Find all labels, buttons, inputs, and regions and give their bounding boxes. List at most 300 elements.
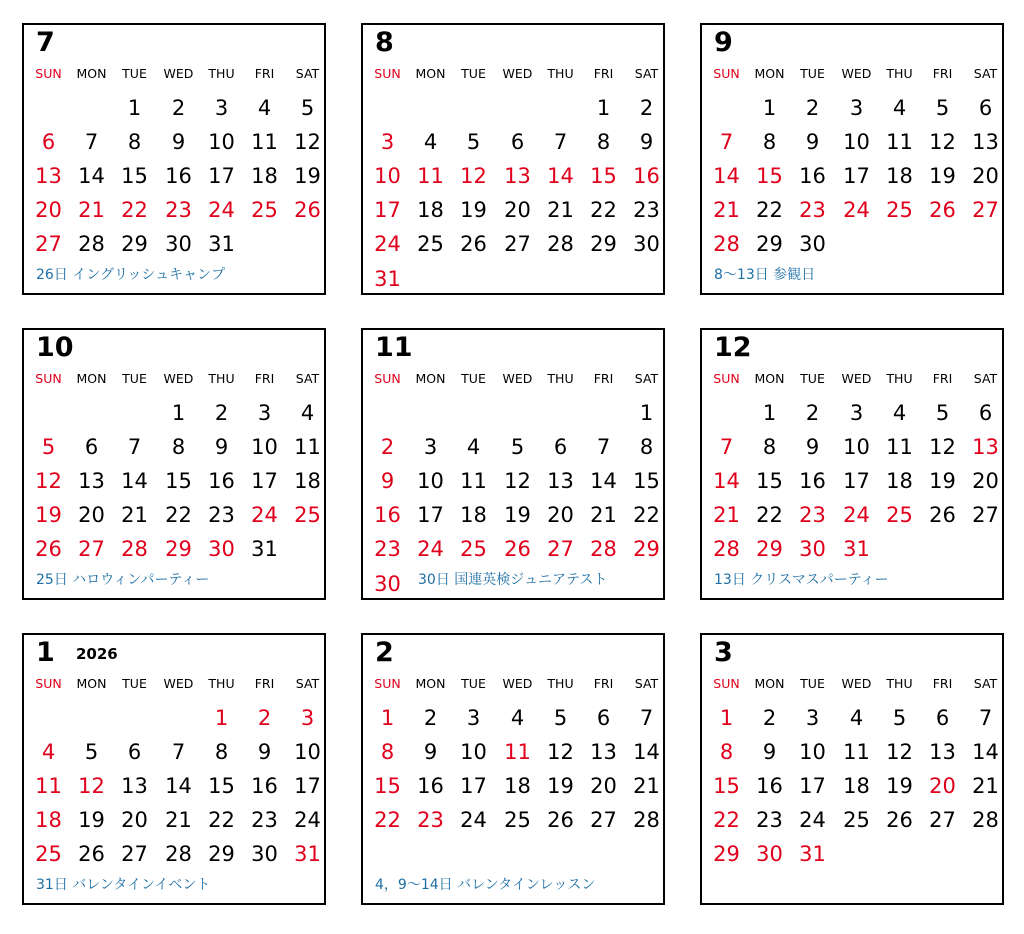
day-cell: 22 — [590, 198, 617, 222]
day-cell: 25 — [843, 808, 870, 832]
day-cell: 2 — [214, 401, 229, 425]
day-cell: 8 — [639, 435, 654, 459]
day-cell: 14 — [165, 774, 192, 798]
day-cell: 2 — [805, 96, 820, 120]
day-cell: 24 — [460, 808, 487, 832]
day-cell: 30 — [756, 842, 783, 866]
day-cell: 17 — [251, 469, 278, 493]
day-cell: 28 — [547, 232, 574, 256]
day-cell: 29 — [590, 232, 617, 256]
weekday-header-sun: SUN — [374, 371, 401, 386]
day-cell: 22 — [208, 808, 235, 832]
day-cell: 30 — [633, 232, 660, 256]
day-cell: 7 — [596, 435, 611, 459]
event-note: 30日 国連英検ジュニアテスト — [418, 572, 608, 588]
day-cell: 14 — [78, 164, 105, 188]
day-cell: 5 — [510, 435, 525, 459]
weekday-header-tue: TUE — [800, 676, 825, 691]
day-cell: 5 — [466, 130, 481, 154]
day-cell: 4 — [510, 706, 525, 730]
day-cell: 17 — [208, 164, 235, 188]
event-note: 25日 ハロウィンパーティー — [36, 572, 210, 588]
day-cell: 20 — [35, 198, 62, 222]
day-cell: 14 — [590, 469, 617, 493]
weekday-header-wed: WED — [502, 676, 533, 691]
weekday-header-fri: FRI — [254, 66, 275, 81]
day-cell: 28 — [972, 808, 999, 832]
day-cell: 9 — [805, 435, 820, 459]
weekday-header-mon: MON — [754, 676, 785, 691]
day-cell: 24 — [294, 808, 321, 832]
day-cell: 17 — [799, 774, 826, 798]
day-cell: 28 — [590, 537, 617, 561]
month-panel-1 — [22, 633, 326, 905]
month-number: 2 — [375, 637, 394, 668]
day-cell: 8 — [380, 740, 395, 764]
weekday-header-thu: THU — [208, 371, 235, 386]
month-panel-2 — [361, 633, 665, 905]
day-cell: 22 — [633, 503, 660, 527]
day-cell: 11 — [504, 740, 531, 764]
weekday-header-sun: SUN — [374, 66, 401, 81]
weekday-header-mon: MON — [754, 371, 785, 386]
weekday-header-wed: WED — [163, 676, 194, 691]
month-number: 10 — [36, 332, 74, 363]
day-cell: 14 — [713, 164, 740, 188]
day-cell: 9 — [423, 740, 438, 764]
weekday-header-mon: MON — [76, 66, 107, 81]
day-cell: 23 — [756, 808, 783, 832]
day-cell: 7 — [127, 435, 142, 459]
day-cell: 19 — [886, 774, 913, 798]
day-cell: 21 — [972, 774, 999, 798]
weekday-header-sun: SUN — [713, 676, 740, 691]
day-cell: 9 — [805, 130, 820, 154]
weekday-header-fri: FRI — [593, 66, 614, 81]
day-cell: 13 — [547, 469, 574, 493]
day-cell: 4 — [892, 401, 907, 425]
day-cell: 5 — [84, 740, 99, 764]
weekday-header-thu: THU — [886, 371, 913, 386]
weekday-header-mon: MON — [76, 676, 107, 691]
weekday-header-sat: SAT — [295, 66, 320, 81]
day-cell: 15 — [165, 469, 192, 493]
month-number: 9 — [714, 27, 733, 58]
weekday-header-fri: FRI — [932, 371, 953, 386]
day-cell: 17 — [460, 774, 487, 798]
day-cell: 18 — [35, 808, 62, 832]
day-cell: 13 — [972, 435, 999, 459]
day-cell: 22 — [713, 808, 740, 832]
weekday-header-thu: THU — [547, 66, 574, 81]
event-note: 4，9～14日 バレンタインレッスン — [375, 877, 596, 893]
day-cell: 2 — [423, 706, 438, 730]
day-cell: 20 — [972, 469, 999, 493]
day-cell: 26 — [886, 808, 913, 832]
day-cell: 3 — [466, 706, 481, 730]
day-cell: 26 — [547, 808, 574, 832]
day-cell: 31 — [208, 232, 235, 256]
year-label: 2026 — [76, 645, 118, 663]
day-cell: 8 — [214, 740, 229, 764]
month-panel-11 — [361, 328, 665, 600]
day-cell: 5 — [300, 96, 315, 120]
day-cell: 20 — [972, 164, 999, 188]
day-cell: 25 — [35, 842, 62, 866]
day-cell: 25 — [251, 198, 278, 222]
day-cell: 28 — [633, 808, 660, 832]
day-cell: 20 — [547, 503, 574, 527]
day-cell: 20 — [121, 808, 148, 832]
day-cell: 7 — [171, 740, 186, 764]
day-cell: 11 — [460, 469, 487, 493]
day-cell: 20 — [504, 198, 531, 222]
day-cell: 15 — [208, 774, 235, 798]
day-cell: 11 — [294, 435, 321, 459]
day-cell: 30 — [799, 232, 826, 256]
day-cell: 12 — [78, 774, 105, 798]
day-cell: 17 — [294, 774, 321, 798]
day-cell: 19 — [929, 164, 956, 188]
day-cell: 30 — [208, 537, 235, 561]
day-cell: 4 — [466, 435, 481, 459]
weekday-header-sat: SAT — [295, 676, 320, 691]
day-cell: 14 — [713, 469, 740, 493]
day-cell: 13 — [504, 164, 531, 188]
day-cell: 27 — [929, 808, 956, 832]
weekday-header-fri: FRI — [254, 371, 275, 386]
day-cell: 26 — [504, 537, 531, 561]
day-cell: 11 — [251, 130, 278, 154]
month-panel-10 — [22, 328, 326, 600]
day-cell: 16 — [374, 503, 401, 527]
day-cell: 15 — [756, 469, 783, 493]
day-cell: 28 — [78, 232, 105, 256]
day-cell: 29 — [165, 537, 192, 561]
day-cell: 10 — [460, 740, 487, 764]
day-cell: 6 — [127, 740, 142, 764]
day-cell: 27 — [121, 842, 148, 866]
day-cell: 2 — [257, 706, 272, 730]
day-cell: 12 — [504, 469, 531, 493]
day-cell: 23 — [374, 537, 401, 561]
day-cell: 31 — [374, 267, 401, 291]
weekday-header-thu: THU — [208, 676, 235, 691]
day-cell: 24 — [251, 503, 278, 527]
weekday-header-fri: FRI — [593, 676, 614, 691]
day-cell: 29 — [756, 232, 783, 256]
day-cell: 4 — [300, 401, 315, 425]
day-cell: 24 — [374, 232, 401, 256]
weekday-header-tue: TUE — [122, 371, 147, 386]
month-number: 3 — [714, 637, 733, 668]
day-cell: 18 — [504, 774, 531, 798]
month-number: 7 — [36, 27, 55, 58]
event-note: 26日 イングリッシュキャンプ — [36, 267, 226, 283]
day-cell: 16 — [165, 164, 192, 188]
day-cell: 4 — [41, 740, 56, 764]
day-cell: 12 — [547, 740, 574, 764]
day-cell: 29 — [633, 537, 660, 561]
day-cell: 6 — [41, 130, 56, 154]
day-cell: 23 — [799, 503, 826, 527]
day-cell: 4 — [849, 706, 864, 730]
day-cell: 7 — [639, 706, 654, 730]
day-cell: 25 — [886, 198, 913, 222]
day-cell: 16 — [633, 164, 660, 188]
weekday-header-thu: THU — [547, 676, 574, 691]
day-cell: 26 — [294, 198, 321, 222]
day-cell: 30 — [374, 572, 401, 596]
day-cell: 9 — [380, 469, 395, 493]
day-cell: 10 — [843, 435, 870, 459]
day-cell: 9 — [257, 740, 272, 764]
day-cell: 4 — [892, 96, 907, 120]
day-cell: 1 — [719, 706, 734, 730]
weekday-header-sat: SAT — [634, 371, 659, 386]
day-cell: 25 — [294, 503, 321, 527]
day-cell: 6 — [978, 96, 993, 120]
day-cell: 26 — [929, 503, 956, 527]
day-cell: 8 — [127, 130, 142, 154]
day-cell: 28 — [713, 537, 740, 561]
day-cell: 9 — [762, 740, 777, 764]
day-cell: 22 — [165, 503, 192, 527]
day-cell: 14 — [547, 164, 574, 188]
event-note: 31日 バレンタインイベント — [36, 877, 211, 893]
day-cell: 7 — [553, 130, 568, 154]
day-cell: 15 — [590, 164, 617, 188]
day-cell: 21 — [713, 503, 740, 527]
day-cell: 25 — [886, 503, 913, 527]
day-cell: 1 — [171, 401, 186, 425]
day-cell: 23 — [633, 198, 660, 222]
day-cell: 9 — [639, 130, 654, 154]
day-cell: 25 — [460, 537, 487, 561]
day-cell: 24 — [843, 503, 870, 527]
day-cell: 6 — [935, 706, 950, 730]
day-cell: 11 — [886, 435, 913, 459]
weekday-header-thu: THU — [886, 676, 913, 691]
day-cell: 18 — [294, 469, 321, 493]
day-cell: 3 — [423, 435, 438, 459]
month-panel-8 — [361, 23, 665, 295]
day-cell: 1 — [596, 96, 611, 120]
weekday-header-sun: SUN — [35, 371, 62, 386]
day-cell: 13 — [972, 130, 999, 154]
day-cell: 7 — [84, 130, 99, 154]
day-cell: 14 — [633, 740, 660, 764]
weekday-header-fri: FRI — [593, 371, 614, 386]
day-cell: 27 — [35, 232, 62, 256]
weekday-header-sat: SAT — [634, 66, 659, 81]
day-cell: 28 — [165, 842, 192, 866]
day-cell: 20 — [590, 774, 617, 798]
day-cell: 27 — [504, 232, 531, 256]
day-cell: 24 — [417, 537, 444, 561]
day-cell: 28 — [121, 537, 148, 561]
day-cell: 3 — [805, 706, 820, 730]
weekday-header-thu: THU — [208, 66, 235, 81]
weekday-header-tue: TUE — [122, 676, 147, 691]
day-cell: 13 — [35, 164, 62, 188]
day-cell: 19 — [929, 469, 956, 493]
day-cell: 1 — [762, 96, 777, 120]
day-cell: 19 — [460, 198, 487, 222]
day-cell: 15 — [713, 774, 740, 798]
day-cell: 30 — [799, 537, 826, 561]
day-cell: 16 — [208, 469, 235, 493]
day-cell: 7 — [719, 435, 734, 459]
weekday-header-wed: WED — [163, 371, 194, 386]
day-cell: 1 — [214, 706, 229, 730]
day-cell: 10 — [799, 740, 826, 764]
weekday-header-wed: WED — [502, 371, 533, 386]
day-cell: 19 — [504, 503, 531, 527]
event-note: 13日 クリスマスパーティー — [714, 572, 889, 588]
day-cell: 5 — [935, 401, 950, 425]
day-cell: 6 — [978, 401, 993, 425]
weekday-header-sat: SAT — [634, 676, 659, 691]
day-cell: 2 — [805, 401, 820, 425]
day-cell: 13 — [929, 740, 956, 764]
month-panel-12 — [700, 328, 1004, 600]
weekday-header-thu: THU — [547, 371, 574, 386]
day-cell: 18 — [843, 774, 870, 798]
weekday-header-sat: SAT — [973, 371, 998, 386]
day-cell: 22 — [121, 198, 148, 222]
weekday-header-wed: WED — [841, 371, 872, 386]
weekday-header-wed: WED — [841, 676, 872, 691]
day-cell: 1 — [762, 401, 777, 425]
month-panel-3 — [700, 633, 1004, 905]
day-cell: 6 — [553, 435, 568, 459]
day-cell: 14 — [121, 469, 148, 493]
day-cell: 2 — [762, 706, 777, 730]
day-cell: 12 — [929, 130, 956, 154]
day-cell: 14 — [972, 740, 999, 764]
day-cell: 15 — [633, 469, 660, 493]
day-cell: 19 — [294, 164, 321, 188]
day-cell: 18 — [417, 198, 444, 222]
day-cell: 17 — [843, 469, 870, 493]
month-panel-7 — [22, 23, 326, 295]
day-cell: 17 — [417, 503, 444, 527]
day-cell: 2 — [171, 96, 186, 120]
day-cell: 11 — [35, 774, 62, 798]
day-cell: 13 — [590, 740, 617, 764]
weekday-header-sun: SUN — [713, 371, 740, 386]
day-cell: 23 — [251, 808, 278, 832]
day-cell: 27 — [590, 808, 617, 832]
day-cell: 26 — [35, 537, 62, 561]
weekday-header-tue: TUE — [800, 66, 825, 81]
day-cell: 27 — [972, 198, 999, 222]
weekday-header-wed: WED — [502, 66, 533, 81]
weekday-header-tue: TUE — [461, 676, 486, 691]
weekday-header-sat: SAT — [973, 676, 998, 691]
weekday-header-tue: TUE — [122, 66, 147, 81]
day-cell: 29 — [713, 842, 740, 866]
day-cell: 16 — [756, 774, 783, 798]
day-cell: 22 — [756, 198, 783, 222]
day-cell: 23 — [799, 198, 826, 222]
day-cell: 24 — [843, 198, 870, 222]
day-cell: 3 — [849, 401, 864, 425]
day-cell: 12 — [294, 130, 321, 154]
day-cell: 29 — [121, 232, 148, 256]
day-cell: 18 — [886, 164, 913, 188]
day-cell: 21 — [165, 808, 192, 832]
day-cell: 12 — [929, 435, 956, 459]
day-cell: 3 — [300, 706, 315, 730]
day-cell: 21 — [590, 503, 617, 527]
day-cell: 17 — [374, 198, 401, 222]
day-cell: 11 — [843, 740, 870, 764]
day-cell: 8 — [596, 130, 611, 154]
day-cell: 23 — [165, 198, 192, 222]
day-cell: 17 — [843, 164, 870, 188]
day-cell: 9 — [171, 130, 186, 154]
day-cell: 29 — [208, 842, 235, 866]
day-cell: 13 — [78, 469, 105, 493]
day-cell: 26 — [460, 232, 487, 256]
weekday-header-fri: FRI — [254, 676, 275, 691]
day-cell: 31 — [294, 842, 321, 866]
day-cell: 3 — [214, 96, 229, 120]
day-cell: 1 — [127, 96, 142, 120]
day-cell: 26 — [929, 198, 956, 222]
day-cell: 3 — [380, 130, 395, 154]
day-cell: 8 — [719, 740, 734, 764]
day-cell: 9 — [214, 435, 229, 459]
weekday-header-sun: SUN — [713, 66, 740, 81]
day-cell: 18 — [886, 469, 913, 493]
month-number: 12 — [714, 332, 752, 363]
month-panel-9 — [700, 23, 1004, 295]
day-cell: 3 — [849, 96, 864, 120]
day-cell: 2 — [380, 435, 395, 459]
weekday-header-mon: MON — [415, 371, 446, 386]
day-cell: 7 — [719, 130, 734, 154]
weekday-header-sun: SUN — [374, 676, 401, 691]
day-cell: 30 — [251, 842, 278, 866]
weekday-header-sat: SAT — [295, 371, 320, 386]
weekday-header-wed: WED — [163, 66, 194, 81]
day-cell: 6 — [84, 435, 99, 459]
day-cell: 27 — [972, 503, 999, 527]
event-note: 8～13日 参観日 — [714, 267, 816, 283]
day-cell: 12 — [886, 740, 913, 764]
weekday-header-tue: TUE — [461, 371, 486, 386]
month-number: 11 — [375, 332, 413, 363]
weekday-header-fri: FRI — [932, 66, 953, 81]
day-cell: 15 — [374, 774, 401, 798]
weekday-header-thu: THU — [886, 66, 913, 81]
day-cell: 25 — [504, 808, 531, 832]
day-cell: 22 — [756, 503, 783, 527]
day-cell: 6 — [510, 130, 525, 154]
day-cell: 16 — [251, 774, 278, 798]
day-cell: 4 — [257, 96, 272, 120]
day-cell: 8 — [762, 435, 777, 459]
day-cell: 4 — [423, 130, 438, 154]
day-cell: 5 — [553, 706, 568, 730]
weekday-header-sat: SAT — [973, 66, 998, 81]
day-cell: 12 — [460, 164, 487, 188]
day-cell: 16 — [799, 469, 826, 493]
month-number: 8 — [375, 27, 394, 58]
